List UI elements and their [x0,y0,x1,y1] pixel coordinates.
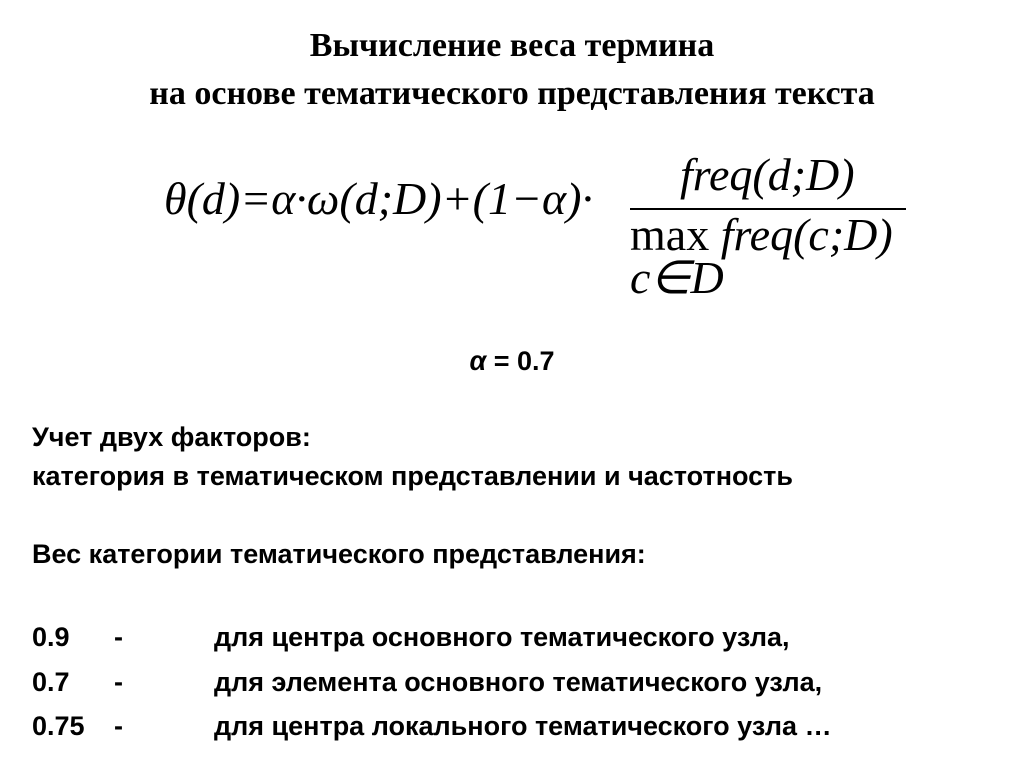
formula-denominator-freq: freq(c;D) [720,209,893,260]
alpha-value-text: = 0.7 [486,346,555,376]
factors-text: категория в тематическом представлении и частотность [32,461,793,491]
weight-dash: - [114,711,123,741]
formula-theta: θ(d)= [164,173,272,224]
formula-left-side [164,174,593,224]
weight-value: 0.75 [32,711,85,741]
weight-description: для центра локального тематического узла … [214,711,832,741]
spacer [32,496,1012,535]
factors-block [32,418,1012,574]
weight-row [32,706,1012,746]
weights-heading: Вес категории тематического представления: [32,539,646,569]
formula-max: max [630,209,721,260]
factors-heading: Учет двух факторов: [32,422,311,452]
weight-row [32,662,1012,702]
weight-row [32,617,1012,657]
weight-value: 0.7 [32,667,70,697]
weight-dash: - [114,667,123,697]
title-line-2: на основе тематического представления текста [149,75,875,112]
weight-formula [160,149,920,303]
weight-description: для элемента основного тематического узла, [214,667,823,697]
formula-numerator: freq(d;D) [680,149,855,200]
weight-description: для центра основного тематического узла, [214,622,790,652]
weight-dash: - [114,622,123,652]
slide-title [0,22,1024,118]
formula-max-subscript: c∈D [630,252,724,303]
alpha-symbol: α [469,346,487,376]
formula-alpha-term: α·ω(d;D)+(1−α)· [271,173,593,224]
alpha-value [0,344,1024,378]
title-line-1: Вычисление веса термина [309,27,715,64]
weight-value: 0.9 [32,622,70,652]
